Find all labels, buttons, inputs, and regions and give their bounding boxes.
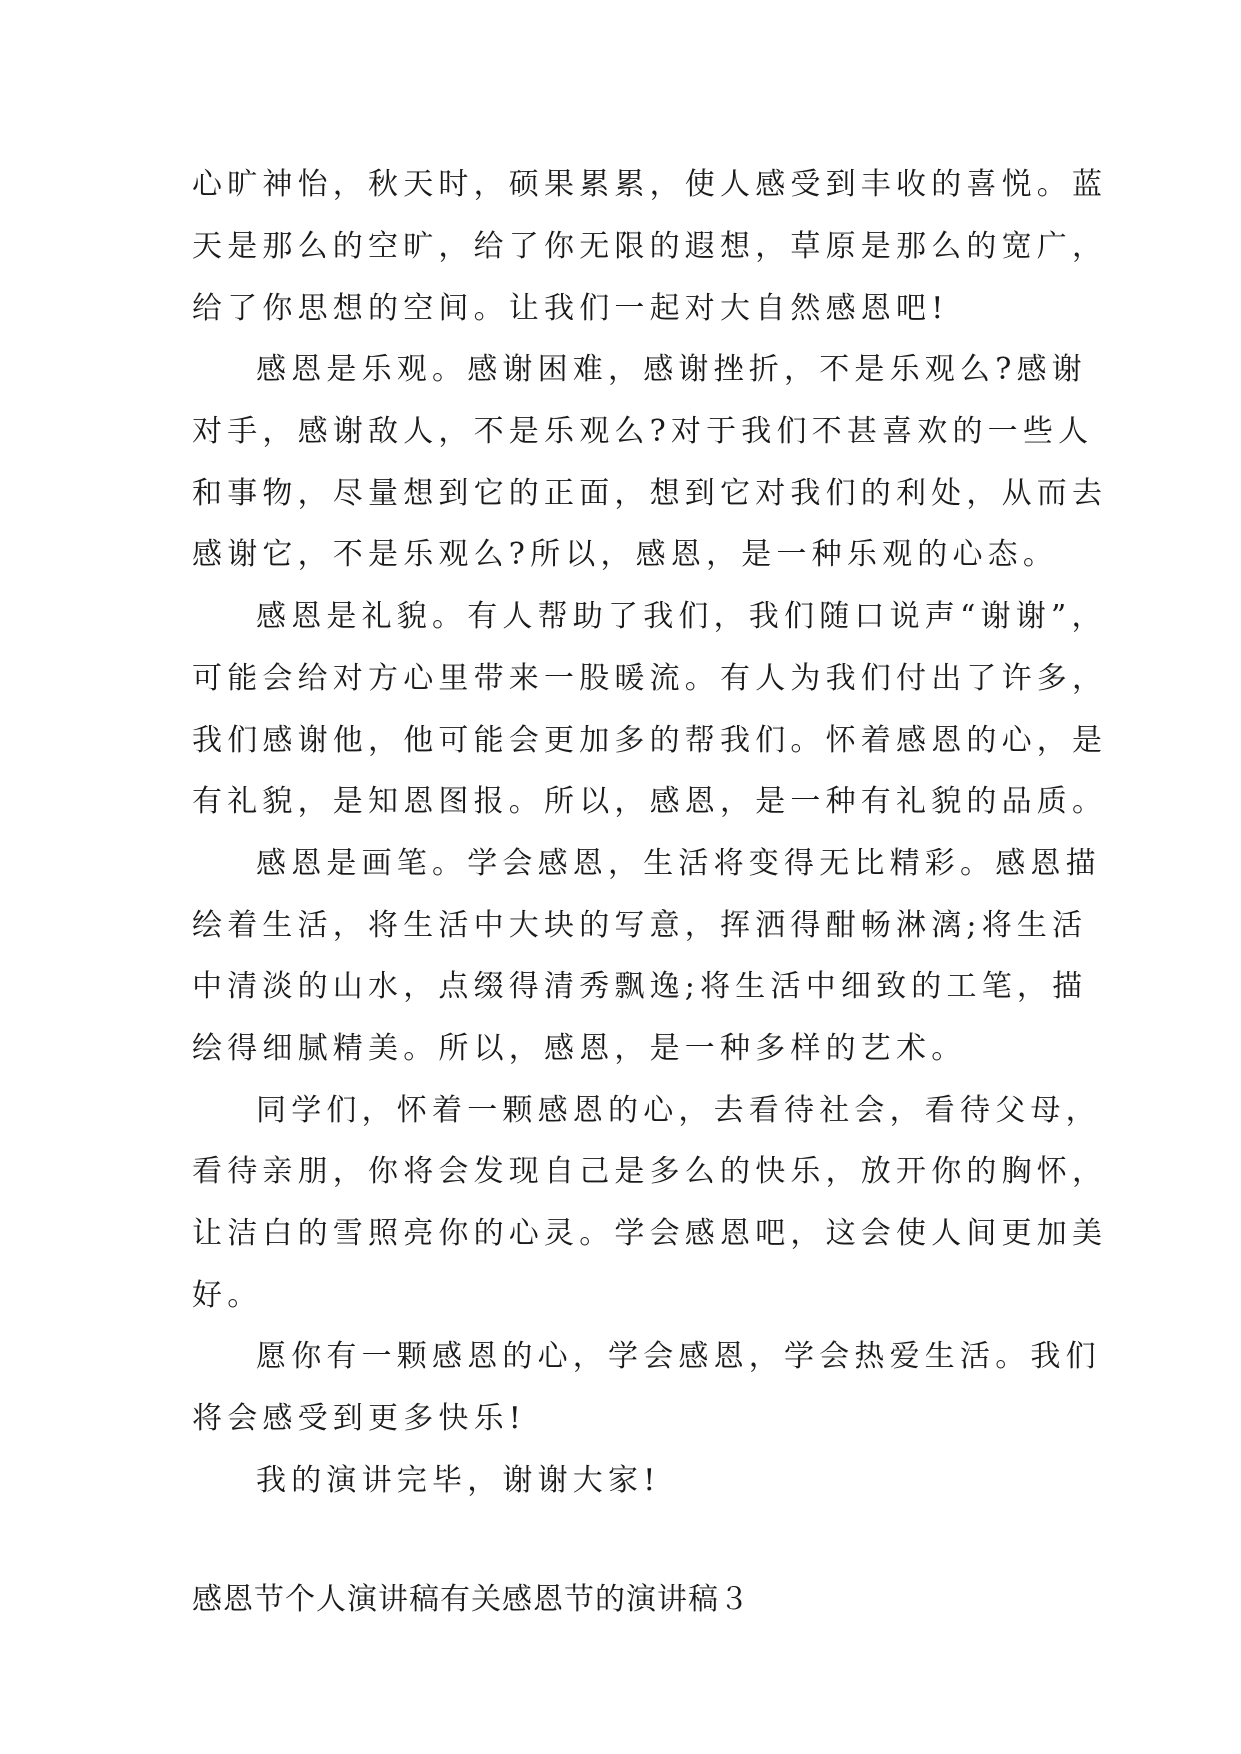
text-line: 看待亲朋，你将会发现自己是多么的快乐，放开你的胸怀，	[192, 1154, 1108, 1189]
text-line: 天是那么的空旷，给了你无限的遐想，草原是那么的宽广，	[192, 229, 1108, 264]
text-line: 我的演讲完毕，谢谢大家!	[256, 1463, 661, 1498]
text-line: 让洁白的雪照亮你的心灵。学会感恩吧，这会使人间更加美	[192, 1216, 1108, 1251]
text-line: 中清淡的山水，点缀得清秀飘逸;将生活中细致的工笔，描	[192, 969, 1088, 1004]
section-heading: 感恩节个人演讲稿有关感恩节的演讲稿３	[192, 1582, 750, 1617]
text-line: 将会感受到更多快乐!	[192, 1401, 527, 1436]
text-line: 感恩是乐观。感谢困难，感谢挫折，不是乐观么?感谢	[256, 352, 1087, 387]
text-line: 同学们，怀着一颗感恩的心，去看待社会，看待父母，	[256, 1093, 1101, 1128]
text-line: 绘着生活，将生活中大块的写意，挥洒得酣畅淋漓;将生活	[192, 908, 1088, 943]
text-line: 我们感谢他，他可能会更加多的帮我们。怀着感恩的心，是	[192, 723, 1108, 758]
text-line: 绘得细腻精美。所以，感恩，是一种多样的艺术。	[192, 1031, 967, 1066]
text-line: 和事物，尽量想到它的正面，想到它对我们的利处，从而去	[192, 476, 1108, 511]
text-line: 对手，感谢敌人，不是乐观么?对于我们不甚喜欢的一些人	[192, 414, 1094, 449]
text-line: 感谢它，不是乐观么?所以，感恩，是一种乐观的心态。	[192, 537, 1059, 572]
text-line: 愿你有一颗感恩的心，学会感恩，学会热爱生活。我们	[256, 1339, 1101, 1374]
text-line: 给了你思想的空间。让我们一起对大自然感恩吧!	[192, 291, 949, 326]
text-line: 可能会给对方心里带来一股暖流。有人为我们付出了许多，	[192, 661, 1108, 696]
text-line: 感恩是画笔。学会感恩，生活将变得无比精彩。感恩描	[256, 846, 1101, 881]
text-line: 好。	[192, 1278, 263, 1313]
text-line: 心旷神怡，秋天时，硕果累累，使人感受到丰收的喜悦。蓝	[192, 167, 1108, 202]
text-line: 感恩是礼貌。有人帮助了我们，我们随口说声“谢谢”，	[256, 599, 1107, 634]
text-line: 有礼貌，是知恩图报。所以，感恩，是一种有礼貌的品质。	[192, 784, 1108, 819]
